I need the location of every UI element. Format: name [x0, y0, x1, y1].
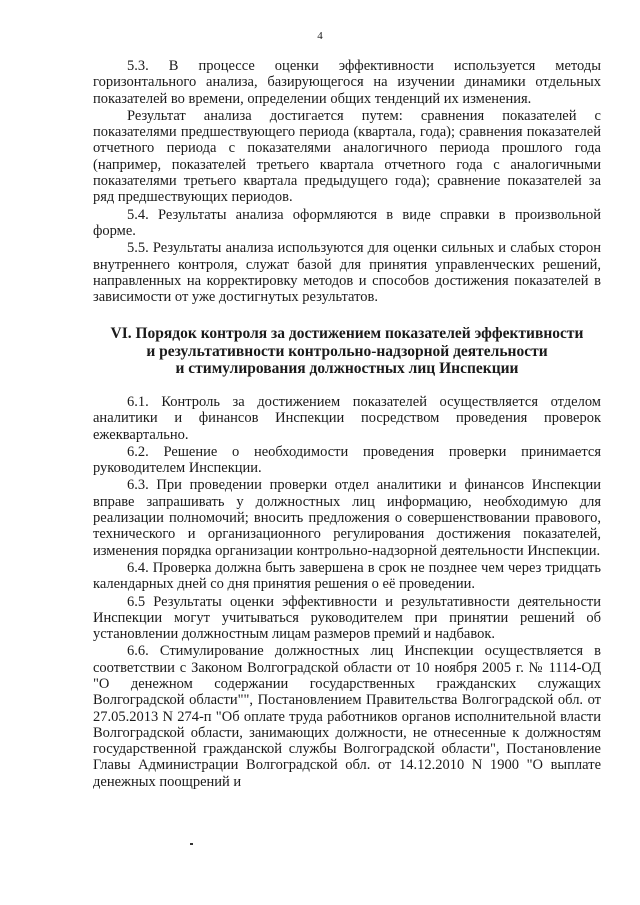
paragraph-5-4: 5.4. Результаты анализа оформляются в виде справки в произвольной форме. — [93, 206, 601, 239]
paragraph-6-3: 6.3. При проведении проверки отдел аналитики и финансов Инспекции вправе запрашивать у должностных лиц информацию, необходимую для реализации полномочий; вносить предложения о совершенствовании правового, технического и организационного регулирования достижения показателей, изменения порядка организации контрольно-надзорной деятельности Инспекции. — [93, 477, 601, 559]
paragraph-6-5: 6.5 Результаты оценки эффективности и результативности деятельности Инспекции могут учитываться руководителем при принятии решений об установлении должностным лицам размеров премий и надбавок. — [93, 593, 601, 643]
paragraph-6-1: 6.1. Контроль за достижением показателей осуществляется отделом аналитики и финансов Инспекции посредством проведения проверок ежеквартально. — [93, 393, 601, 443]
section-heading-line-2: и результативности контрольно-надзорной деятельности — [146, 342, 548, 360]
paragraph-5-5: 5.5. Результаты анализа используются для оценки сильных и слабых сторон внутреннего контроля, служат базой для принятия управленческих решений, направленных на корректировку методов и способов достижения показателей в зависимости от уже достигнутых результатов. — [93, 240, 601, 306]
document-body — [93, 58, 601, 790]
paragraph-6-2: 6.2. Решение о необходимости проведения проверки принимается руководителем Инспекции. — [93, 443, 601, 477]
section-heading-line-1: VI. Порядок контроля за достижением показателей эффективности — [110, 325, 584, 343]
paragraph-5-3: 5.3. В процессе оценки эффективности используется методы горизонтального анализа, базирующегося на изучении динамики отдельных показателей во времени, определении общих тенденций их изменения. — [93, 58, 601, 107]
section-heading-line-3: и стимулирования должностных лиц Инспекции — [175, 360, 519, 378]
scan-speck — [190, 843, 193, 845]
paragraph-6-6: 6.6. Стимулирование должностных лиц Инспекции осуществляется в соответствии с Законом Волгоградской области от 10 ноября 2005 г. № 1114-ОД "О денежном содержании государственных гражданских служащих Волгоградской области"", Постановлением Правительства Волгоградской обл. от 27.05.2013 N 274-п "Об оплате труда работников органов исполнительной власти Волгоградской области, занимающих должности, не отнесенные к должностям государственной гражданской службы Волгоградской области", Постановление Главы Администрации Волгоградской обл. от 14.12.2010 N 1900 "О выплате денежных поощрений и — [93, 643, 601, 790]
paragraph-analysis-result: Результат анализа достигается путем: сравнения показателей с показателями предшествующего периода (квартала, года); сравнения показателей отчетного периода с показателями аналогичного периода прошлого года (например, показателей третьего квартала отчетного года с аналогичными показателями третьего квартала предыдущего года); сравнение показателей за ряд предшествующих периодов. — [93, 107, 601, 206]
paragraph-6-4: 6.4. Проверка должна быть завершена в срок не позднее чем через тридцать календарных дней со дня принятия решения о её проведении. — [93, 559, 601, 593]
section-heading — [93, 325, 601, 378]
page-number: 4 — [317, 30, 323, 42]
